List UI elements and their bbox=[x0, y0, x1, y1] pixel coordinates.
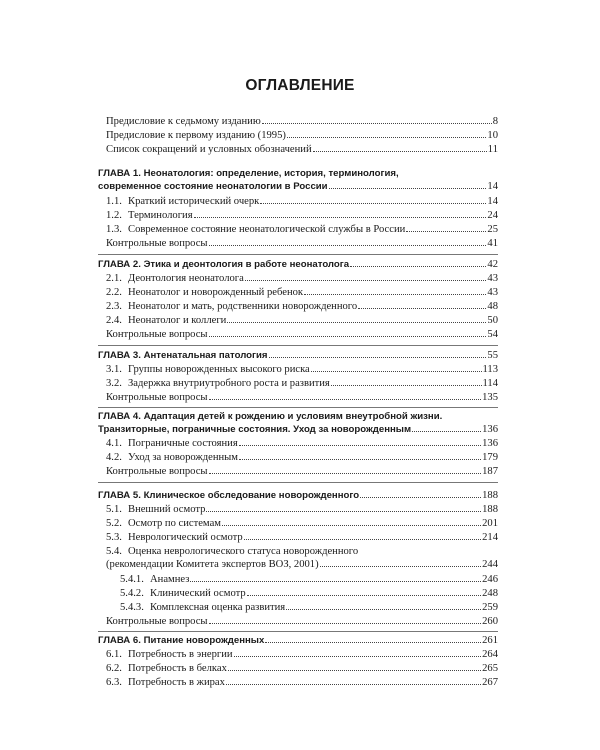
section-divider bbox=[98, 482, 498, 483]
section-divider bbox=[98, 345, 498, 346]
entry-page: 41 bbox=[487, 238, 498, 249]
section-page: 43 bbox=[487, 287, 498, 298]
section-title-line2: (рекомендации Комитета экспертов ВОЗ, 2001) bbox=[106, 559, 319, 570]
toc-section-4-2[interactable] bbox=[98, 451, 498, 464]
toc-control-questions-3[interactable] bbox=[98, 391, 498, 404]
chapter-page: 42 bbox=[487, 259, 498, 270]
section-title: Неонатолог и новорожденный ребенок bbox=[128, 287, 304, 298]
section-title: Краткий исторический очерк bbox=[128, 196, 260, 207]
section-number: 6.2. bbox=[106, 663, 122, 674]
section-page: 201 bbox=[482, 518, 498, 529]
section-title: Современное состояние неонатологической службы в России bbox=[128, 224, 406, 235]
toc-control-questions-1[interactable] bbox=[98, 237, 498, 250]
toc-section-1-3[interactable] bbox=[98, 223, 498, 236]
entry-title: Контрольные вопросы bbox=[106, 238, 208, 249]
chapter-page: 136 bbox=[482, 424, 498, 435]
section-title: Потребность в жирах bbox=[128, 677, 225, 688]
entry-page: 260 bbox=[482, 616, 498, 627]
page-title: ОГЛАВЛЕНИЕ bbox=[245, 77, 355, 94]
section-title: Внешний осмотр bbox=[128, 504, 206, 515]
entry-title: Контрольные вопросы bbox=[106, 392, 208, 403]
section-divider bbox=[98, 254, 498, 255]
section-number: 2.2. bbox=[106, 287, 122, 298]
section-number: 3.2. bbox=[106, 378, 122, 389]
entry-title: Список сокращений и условных обозначений bbox=[106, 144, 312, 155]
subsection-number: 5.4.1. bbox=[120, 574, 144, 585]
toc-control-questions-5[interactable] bbox=[98, 615, 498, 628]
entry-title: Предисловие к первому изданию (1995) bbox=[106, 130, 286, 141]
toc-chapter-4[interactable] bbox=[98, 410, 498, 436]
toc-section-2-4[interactable] bbox=[98, 314, 498, 327]
toc-chapter-1[interactable] bbox=[98, 167, 498, 193]
section-page: 14 bbox=[487, 196, 498, 207]
section-title: Неонатолог и коллеги bbox=[128, 315, 227, 326]
toc-chapter-3[interactable] bbox=[98, 349, 498, 362]
section-page: 50 bbox=[487, 315, 498, 326]
section-page: 43 bbox=[487, 273, 498, 284]
toc-entry-preface-1[interactable] bbox=[98, 129, 498, 142]
toc-control-questions-2[interactable] bbox=[98, 328, 498, 341]
chapter-title: ГЛАВА 3. Антенатальная патология bbox=[98, 350, 268, 361]
section-number: 2.3. bbox=[106, 301, 122, 312]
toc-control-questions-4[interactable] bbox=[98, 465, 498, 478]
subsection-title: Комплексная оценка развития bbox=[150, 602, 286, 613]
section-title: Уход за новорожденным bbox=[128, 452, 238, 463]
section-title: Группы новорожденных высокого риска bbox=[128, 364, 310, 375]
entry-title: Контрольные вопросы bbox=[106, 616, 208, 627]
section-page: 24 bbox=[487, 210, 498, 221]
section-page: 136 bbox=[482, 438, 498, 449]
toc-section-5-1[interactable] bbox=[98, 503, 498, 516]
toc-section-6-1[interactable] bbox=[98, 648, 498, 661]
section-title: Задержка внутриутробного роста и развития bbox=[128, 378, 330, 389]
toc-section-5-4[interactable] bbox=[98, 545, 498, 571]
toc-section-5-2[interactable] bbox=[98, 517, 498, 530]
section-page: 265 bbox=[482, 663, 498, 674]
chapter-page: 14 bbox=[487, 181, 498, 192]
entry-page: 11 bbox=[487, 144, 498, 155]
toc-subsection-5-4-2[interactable] bbox=[98, 587, 498, 600]
chapter-title: ГЛАВА 5. Клиническое обследование новорожденного bbox=[98, 490, 360, 501]
section-title-line1: Оценка неврологического статуса новорожденного bbox=[128, 546, 359, 557]
toc-section-6-2[interactable] bbox=[98, 662, 498, 675]
section-number: 1.3. bbox=[106, 224, 122, 235]
toc-section-2-1[interactable] bbox=[98, 272, 498, 285]
section-number: 3.1. bbox=[106, 364, 122, 375]
section-title: Терминология bbox=[128, 210, 193, 221]
section-title: Неонатолог и мать, родственники новорожденного bbox=[128, 301, 358, 312]
entry-title: Контрольные вопросы bbox=[106, 466, 208, 477]
subsection-number: 5.4.2. bbox=[120, 588, 144, 599]
section-title: Потребность в энергии bbox=[128, 649, 233, 660]
section-divider bbox=[98, 407, 498, 408]
section-title: Пограничные состояния bbox=[128, 438, 238, 449]
section-page: 214 bbox=[482, 532, 498, 543]
toc-chapter-5[interactable] bbox=[98, 489, 498, 502]
chapter-title: ГЛАВА 6. Питание новорожденных bbox=[98, 635, 265, 646]
section-page: 114 bbox=[482, 378, 498, 389]
section-number: 1.2. bbox=[106, 210, 122, 221]
toc-entry-preface-7[interactable] bbox=[98, 115, 498, 128]
section-number: 4.1. bbox=[106, 438, 122, 449]
subsection-number: 5.4.3. bbox=[120, 602, 144, 613]
entry-title: Предисловие к седьмому изданию bbox=[106, 116, 261, 127]
section-number: 6.3. bbox=[106, 677, 122, 688]
toc-section-2-2[interactable] bbox=[98, 286, 498, 299]
chapter-page: 188 bbox=[482, 490, 498, 501]
toc-section-6-3[interactable] bbox=[98, 676, 498, 689]
section-page: 244 bbox=[482, 559, 498, 570]
toc-subsection-5-4-3[interactable] bbox=[98, 601, 498, 614]
section-page: 267 bbox=[482, 677, 498, 688]
section-page: 113 bbox=[482, 364, 498, 375]
entry-page: 54 bbox=[487, 329, 498, 340]
subsection-title: Анамнез bbox=[150, 574, 190, 585]
toc-section-2-3[interactable] bbox=[98, 300, 498, 313]
chapter-title-line1: ГЛАВА 4. Адаптация детей к рождению и условиям внеутробной жизни. bbox=[98, 411, 443, 422]
section-divider bbox=[98, 631, 498, 632]
subsection-title: Клинический осмотр bbox=[150, 588, 246, 599]
toc-section-5-3[interactable] bbox=[98, 531, 498, 544]
entry-page: 10 bbox=[487, 130, 498, 141]
entry-page: 8 bbox=[492, 116, 498, 127]
section-title: Неврологический осмотр bbox=[128, 532, 243, 543]
section-number: 1.1. bbox=[106, 196, 122, 207]
chapter-title-line1: ГЛАВА 1. Неонатология: определение, история, терминология, bbox=[98, 168, 399, 179]
entry-page: 187 bbox=[482, 466, 498, 477]
chapter-page: 55 bbox=[487, 350, 498, 361]
section-page: 188 bbox=[482, 504, 498, 515]
subsection-page: 259 bbox=[482, 602, 498, 613]
toc-entry-abbreviations[interactable] bbox=[98, 143, 498, 156]
chapter-title: ГЛАВА 2. Этика и деонтология в работе неонатолога bbox=[98, 259, 350, 270]
toc-section-1-2[interactable] bbox=[98, 209, 498, 222]
section-number: 5.3. bbox=[106, 532, 122, 543]
chapter-page: 261 bbox=[482, 635, 498, 646]
subsection-page: 246 bbox=[482, 574, 498, 585]
toc-section-1-1[interactable] bbox=[98, 195, 498, 208]
section-number: 2.1. bbox=[106, 273, 122, 284]
subsection-page: 248 bbox=[482, 588, 498, 599]
section-number: 4.2. bbox=[106, 452, 122, 463]
entry-page: 135 bbox=[482, 392, 498, 403]
section-number: 5.2. bbox=[106, 518, 122, 529]
section-number: 2.4. bbox=[106, 315, 122, 326]
section-page: 48 bbox=[487, 301, 498, 312]
toc-chapter-2[interactable] bbox=[98, 258, 498, 271]
chapter-title-line2: современное состояние неонатологии в России bbox=[98, 181, 328, 192]
toc-section-3-2[interactable] bbox=[98, 377, 498, 390]
entry-title: Контрольные вопросы bbox=[106, 329, 208, 340]
section-number: 6.1. bbox=[106, 649, 122, 660]
section-number: 5.1. bbox=[106, 504, 122, 515]
toc-subsection-5-4-1[interactable] bbox=[98, 573, 498, 586]
section-title: Деонтология неонатолога bbox=[128, 273, 244, 284]
section-title: Осмотр по системам bbox=[128, 518, 221, 529]
toc-section-3-1[interactable] bbox=[98, 363, 498, 376]
section-page: 25 bbox=[487, 224, 498, 235]
section-page: 179 bbox=[482, 452, 498, 463]
chapter-title-line2: Транзиторные, пограничные состояния. Уход за новорожденным bbox=[98, 424, 412, 435]
toc-section-4-1[interactable] bbox=[98, 437, 498, 450]
section-page: 264 bbox=[482, 649, 498, 660]
section-title: Потребность в белках bbox=[128, 663, 227, 674]
toc-chapter-6[interactable] bbox=[98, 634, 498, 647]
section-number: 5.4. bbox=[106, 546, 122, 557]
